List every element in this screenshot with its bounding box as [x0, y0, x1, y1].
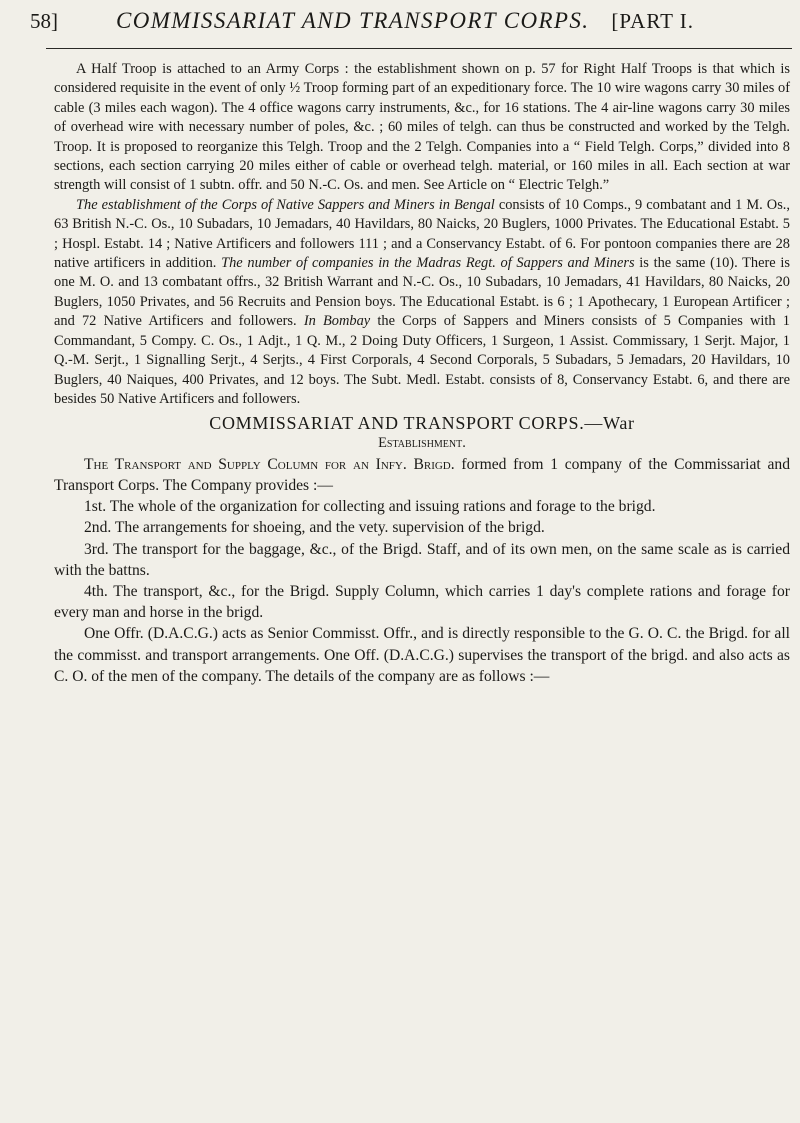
section-heading — [54, 412, 790, 434]
list-item: 4th. The transport, &c., for the Brigd. Supply Column, which carries 1 day's complete rations and forage for every man and horse in the brigd. — [54, 582, 790, 622]
header-rule — [46, 48, 792, 49]
italic-madras: The number of companies in the Madras Regt. of Sappers and Miners — [221, 255, 635, 272]
running-header — [30, 8, 792, 48]
list-item: 3rd. The transport for the baggage, &c., of the Brigd. Staff, and of its own men, on the same scale as is carried with the battns. — [54, 540, 790, 579]
paragraph-transport-column — [54, 454, 790, 496]
text-bombay: the Corps of Sappers and Miners consists of 5 Companies with 1 Commandant, 5 Compy. C. Os., 1 Adjt., 1 Q. M., 2 Doing Duty Officers, 1 Surgeon, 1 Assist. Commissary, 1 Serjt. Major, 1 Q.-M. Serjt., 1 Signalling Serjt., 4 Serjts., 4 First Corporals, 4 Second Corporals, 5 Subadars, 5 Jemadars, 20 Havildars, 10 Buglers, 40 Naiques, 400 Privates, and 12 boys. The Subt. Medl. Estabt. consists of 8, Conservancy Estabt. 6, and there are besides 50 Native Artificers and followers. — [54, 313, 790, 407]
list-item: 1st. The whole of the organization for collecting and issuing rations and forage to the brigd. — [84, 498, 656, 516]
section-subheading: Establishment. — [378, 435, 466, 452]
page-body — [54, 60, 790, 687]
text-madras: is the same (10). There is one M. O. and 13 combatant offrs., 32 British Warrant and N.-C. Os., 10 Subadars, 10 Jemadars, 41 Havildars, 80 Naicks, 20 Buglers, 1050 Privates, and 56 Recruits and Pension boys. The Educational Estabt. is 6 ; 1 Apothecary, 1 European Artificer ; and 72 Native Artificers and followers. — [54, 255, 791, 330]
text-bengal: consists of 10 Comps., 9 combatant and 1 M. Os., 63 British N.-C. Os., 10 Subadars, 10 Jemadars, 40 Havildars, 80 Naicks, 20 Buglers, 1000 Privates. The Educational Estabt. 5 ; Hospl. Estabt. 14 ; Native Artificers and followers 111 ; and a Conservancy Estabt. of 6. For pontoon companies there are 28 native artificers in addition. — [54, 196, 790, 272]
paragraph-sappers-miners — [54, 196, 790, 409]
list-item: 2nd. The arrangements for shoeing, and the vety. supervision of the brigd. — [84, 519, 545, 537]
italic-bombay: In Bombay — [303, 313, 371, 330]
text-transport-column: formed from 1 company of the Commissariat and Transport Corps. The Company provides :— — [54, 455, 791, 494]
paragraph-officers: One Offr. (D.A.C.G.) acts as Senior Commisst. Offr., and is directly responsible to the G. O. C. the Brigd. for all the commisst. and transport arrangements. One Off. (D.A.C.G.) supervises the transport of the brigd. and also acts as C. O. of the men of the company. The details of the company are as follows :— — [54, 625, 790, 685]
lead-smallcaps: The Transport and Supply Column for an Infy. Brigd. — [84, 455, 455, 473]
paragraph-telegraph-troop: A Half Troop is attached to an Army Corps : the establishment shown on p. 57 for Right Half Troops is that which is considered requisite in the event of only ½ Troop forming part of an expeditionary force. The 10 wire wagons carry 30 miles of cable (3 miles each wagon). The 4 office wagons carry instruments, &c., for 16 stations. The 4 air-line wagons carry 30 miles of overhead wire with necessary number of poles, &c. ; 60 miles of telgh. can thus be constructed and worked by the Telgh. Troop. It is proposed to reorganize this Telgh. Troop and the 2 Telgh. Companies into a “ Field Telgh. Corps,” divided into 8 sections, each section carrying 20 miles either of cable or overhead telgh. material, or 160 miles in all. Each section at war strength will consist of 1 subtn. offr. and 50 N.-C. Os. and men. See Article on “ Electric Telgh.” — [54, 61, 790, 194]
section-title: COMMISSARIAT AND TRANSPORT CORPS.—War — [209, 413, 635, 434]
italic-bengal: The establishment of the Corps of Native Sappers and Miners in Bengal — [76, 196, 495, 213]
part-label: [PART I. — [611, 9, 695, 33]
running-title: COMMISSARIAT AND TRANSPORT CORPS. — [116, 8, 590, 33]
page-number: 58] — [30, 9, 58, 33]
